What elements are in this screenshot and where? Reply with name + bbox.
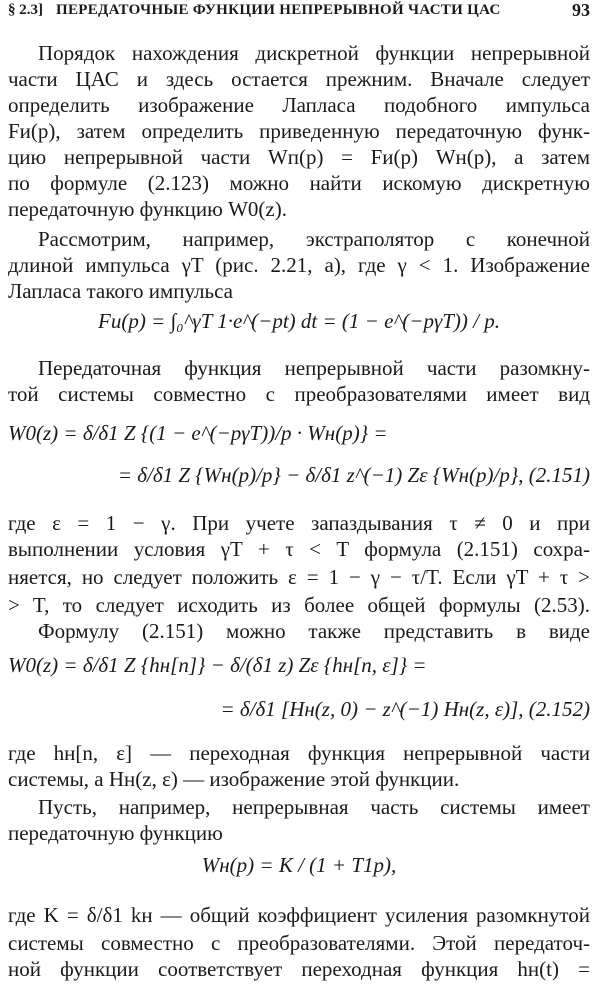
text-line: Fи(p), затем определить приведенную передаточную функ-: [8, 119, 590, 143]
equation-2-152-part1: W0(z) = δ/δ1 Z {hн[n]} − δ/(δ1 z) Zε {hн[n, ε]} =: [8, 653, 427, 677]
text-line: системы совместно с преобразователями. Этой передаточ-: [8, 931, 590, 955]
equation-transfer-function: Wн(p) = K / (1 + T1p),: [201, 853, 397, 877]
text-line: няется, но следует положить ε = 1 − γ − τ/T. Если γT + τ >: [8, 565, 590, 589]
equation-2-151-part1: W0(z) = δ/δ1 Z {(1 − e^(−pγT))/p · Wн(p)} =: [8, 421, 388, 445]
text-line: Формулу (2.151) можно также представить в виде: [38, 619, 590, 643]
text-line: той системы совместно с преобразователями имеет вид: [8, 382, 590, 406]
text-line: где ε = 1 − γ. При учете запаздывания τ ≠ 0 и при: [8, 511, 590, 535]
text-line: Рассмотрим, например, экстраполятор с конечной: [38, 227, 590, 251]
text-line: длиной импульса γT (рис. 2.21, а), где γ < 1. Изображение: [8, 253, 590, 277]
text-line: по формуле (2.123) можно найти искомую дискретную: [8, 171, 590, 195]
text-line: выполнении условия γT + τ < T формула (2.151) сохра-: [8, 537, 590, 561]
text-line: Порядок нахождения дискретной функции непрерывной: [38, 41, 590, 65]
text-line: определить изображение Лапласа подобного импульса: [8, 93, 590, 117]
text-line: > T, то следует исходить из более общей формулы (2.53).: [8, 593, 590, 617]
text-line: ной функции соответствует переходная функция hн(t) =: [8, 957, 590, 981]
running-title: ПЕРЕДАТОЧНЫЕ ФУНКЦИИ НЕПРЕРЫВНОЙ ЧАСТИ ЦАС: [56, 2, 501, 18]
equation-laplace-impulse: Fи(p) = ∫₀^γT 1·e^(−pt) dt = (1 − e^(−pγT)) / p.: [98, 309, 500, 333]
equation-2-152-part2: = δ/δ1 [Hн(z, 0) − z^(−1) Hн(z, ε)], (2.152): [220, 697, 590, 721]
page-number: 93: [572, 0, 590, 20]
text-line: Лапласа такого импульса: [8, 279, 234, 303]
text-line: передаточную функцию W0(z).: [8, 197, 287, 221]
running-header: [8, 0, 592, 22]
text-line: Пусть, например, непрерывная часть системы имеет: [38, 795, 590, 819]
text-line: системы, а Hн(z, ε) — изображение этой функции.: [8, 767, 460, 791]
text-line: части ЦАС и здесь остается прежним. Вначале следует: [8, 67, 590, 91]
text-line: цию непрерывной части Wп(p) = Fи(p) Wн(p), а затем: [8, 145, 590, 169]
text-line: где hн[n, ε] — переходная функция непрерывной части: [8, 741, 590, 765]
section-number: § 2.3]: [8, 2, 43, 18]
text-line: передаточную функцию: [8, 821, 223, 845]
text-line: Передаточная функция непрерывной части разомкну-: [38, 356, 590, 380]
equation-2-151-part2: = δ/δ1 Z {Wн(p)/p} − δ/δ1 z^(−1) Zε {Wн(p)/p}, (2.151): [117, 463, 590, 487]
text-line: где K = δ/δ1 kн — общий коэффициент усиления разомкнутой: [8, 903, 590, 927]
